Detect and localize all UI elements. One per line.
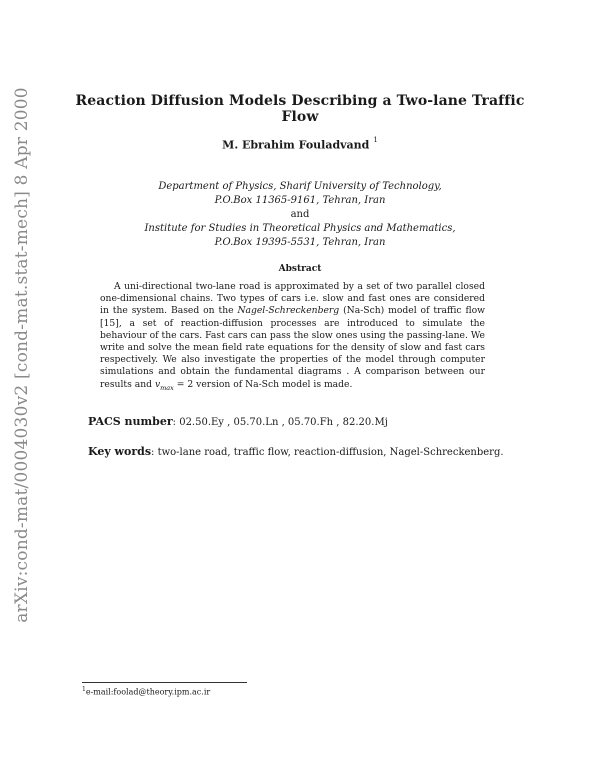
footnote-rule (82, 682, 247, 683)
affiliation-1-line2: P.O.Box 11365-9161, Tehran, Iran (214, 195, 386, 206)
vmax-symbol: v (154, 378, 161, 390)
affiliation-2-line1: Institute for Studies in Theoretical Physics and Mathematics, (144, 223, 456, 234)
footnote (82, 686, 210, 697)
pacs-numbers (88, 415, 388, 428)
affiliation-1-line1: Department of Physics, Sharif University of Technology, (158, 181, 442, 192)
arxiv-identifier: arXiv:cond-mat/0004030v2 [cond-mat.stat-mech] 8 Apr 2000 (12, 87, 32, 623)
pacs-value: : 02.50.Ey , 05.70.Ln , 05.70.Fh , 82.20.Mj (172, 417, 388, 428)
keywords-label: Key words (88, 445, 152, 458)
model-name: Nagel-Schreckenberg (237, 305, 340, 317)
footnote-mark: 1 (82, 686, 86, 693)
paper-title: Reaction Diffusion Models Describing a Two-lane Traffic Flow (75, 93, 525, 125)
footnote-email: e-mail:foolad@theory.ipm.ac.ir (85, 687, 211, 697)
and-separator: and (290, 209, 310, 220)
pacs-label: PACS number (88, 415, 173, 428)
arxiv-sidebar (2, 87, 42, 623)
keywords (88, 445, 504, 458)
author-name: M. Ebrahim Fouladvand (222, 138, 370, 152)
author (60, 138, 540, 152)
author-footnote-mark: 1 (373, 136, 378, 144)
abstract-body: A uni-directional two-lane road is approximated by a set of two parallel closed one-dimensional chains. Two types of cars i.e. slow and fast ones are considered in the system. Based on the Nagel-Schreckenberg (Na-Sch) model of traffic flow [15], a set of reaction-diffusion processes are introduced to simulate the behaviour of the cars. Fast cars can pass the slow ones using the passing-lane. We write and solve the mean field rate equations for the density of slow and fast cars respectively. We also investigate the properties of the model through computer simulations and obtain the fundamental diagrams . A comparison between our results and $v_{max} = 2$ version of Na-Sch model is made. (100, 281, 485, 392)
abstract-heading: Abstract (278, 264, 322, 274)
affiliation-2-line2: P.O.Box 19395-5531, Tehran, Iran (214, 237, 386, 248)
affiliation-1 (60, 180, 540, 250)
keywords-value: : two-lane road, traffic flow, reaction-diffusion, Nagel-Schreckenberg. (151, 447, 504, 458)
